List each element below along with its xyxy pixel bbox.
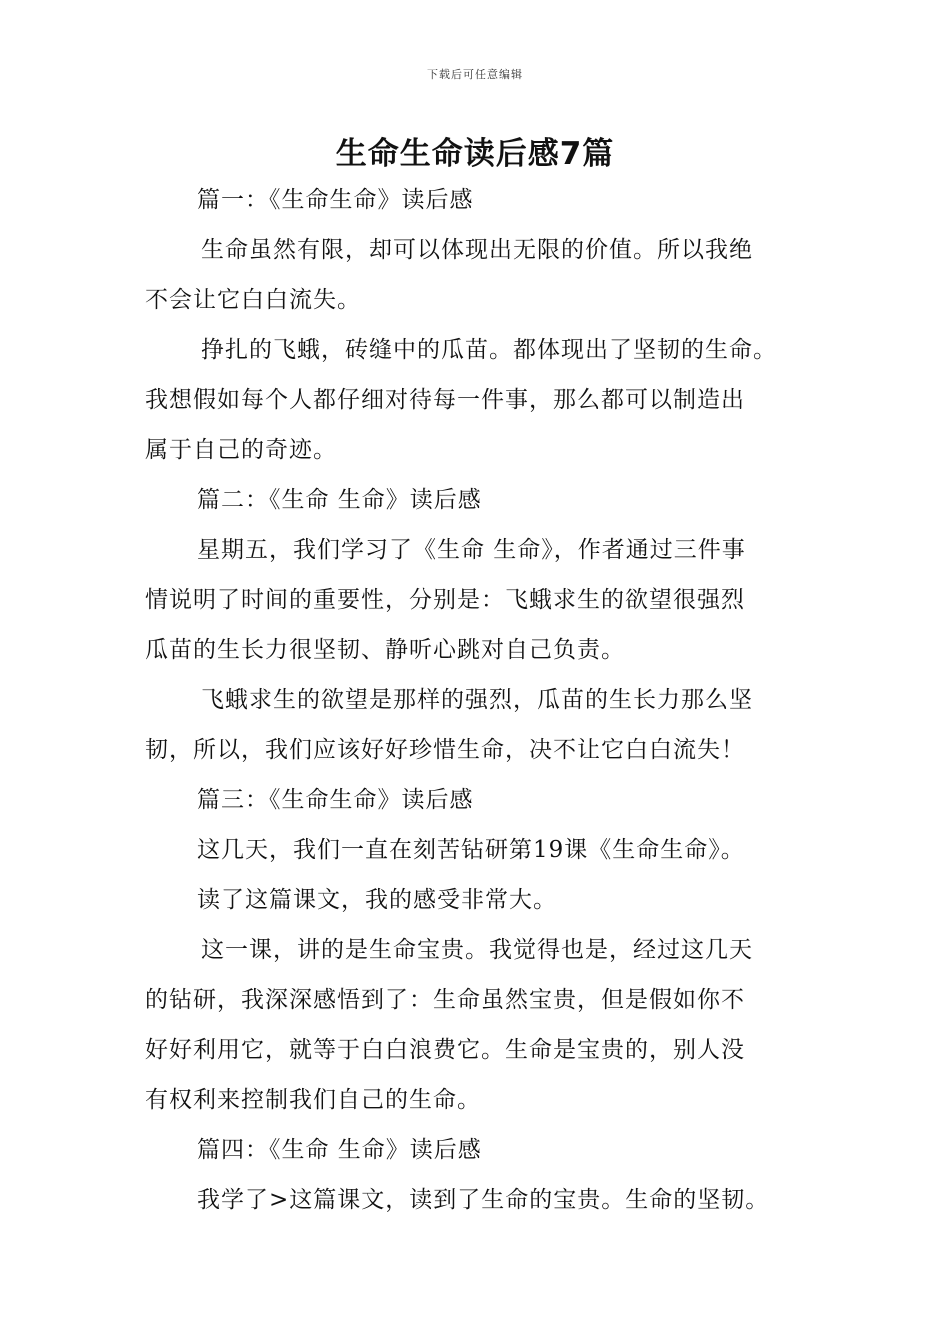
text-line: 属于自己的奇迹。	[145, 437, 337, 463]
text-line: 篇一：《生命生命》读后感	[197, 187, 474, 213]
document-title: 生命生命读后感7篇	[335, 136, 615, 172]
text-line: 我学了>这篇课文，读到了生命的宝贵。生命的坚韧。	[197, 1187, 770, 1213]
text-line: 不会让它白白流失。	[145, 287, 361, 313]
document-body	[145, 175, 810, 1225]
text-line: 篇二：《生命 生命》读后感	[197, 487, 482, 513]
text-line: 挣扎的飞蛾，砖缝中的瓜苗。都体现出了坚韧的生命。	[201, 337, 777, 363]
text-line: 我想假如每个人都仔细对待每一件事，那么都可以制造出	[145, 387, 745, 413]
text-line: 的钻研，我深深感悟到了：生命虽然宝贵，但是假如你不	[145, 987, 745, 1013]
text-line: 有权利来控制我们自己的生命。	[145, 1087, 481, 1113]
text-line: 星期五，我们学习了《生命 生命》，作者通过三件事	[197, 537, 746, 563]
text-line: 篇四：《生命 生命》读后感	[197, 1137, 482, 1163]
text-line: 好好利用它，就等于白白浪费它。生命是宝贵的，别人没	[145, 1037, 745, 1063]
text-line: 读了这篇课文，我的感受非常大。	[197, 887, 557, 913]
text-line: 篇三：《生命生命》读后感	[197, 787, 474, 813]
text-line: 情说明了时间的重要性，分别是：飞蛾求生的欲望很强烈	[145, 587, 745, 613]
header-note: 下载后可任意编辑	[427, 68, 523, 81]
text-line: 生命虽然有限，却可以体现出无限的价值。所以我绝	[201, 237, 753, 263]
text-line: 这几天，我们一直在刻苦钻研第19课《生命生命》。	[197, 837, 745, 863]
text-line: 这一课，讲的是生命宝贵。我觉得也是，经过这几天	[201, 937, 753, 963]
text-line: 瓜苗的生长力很坚韧、静听心跳对自己负责。	[145, 637, 625, 663]
text-line: 韧，所以，我们应该好好珍惜生命，决不让它白白流失！	[145, 737, 745, 763]
text-line: 飞蛾求生的欲望是那样的强烈，瓜苗的生长力那么坚	[201, 687, 753, 713]
